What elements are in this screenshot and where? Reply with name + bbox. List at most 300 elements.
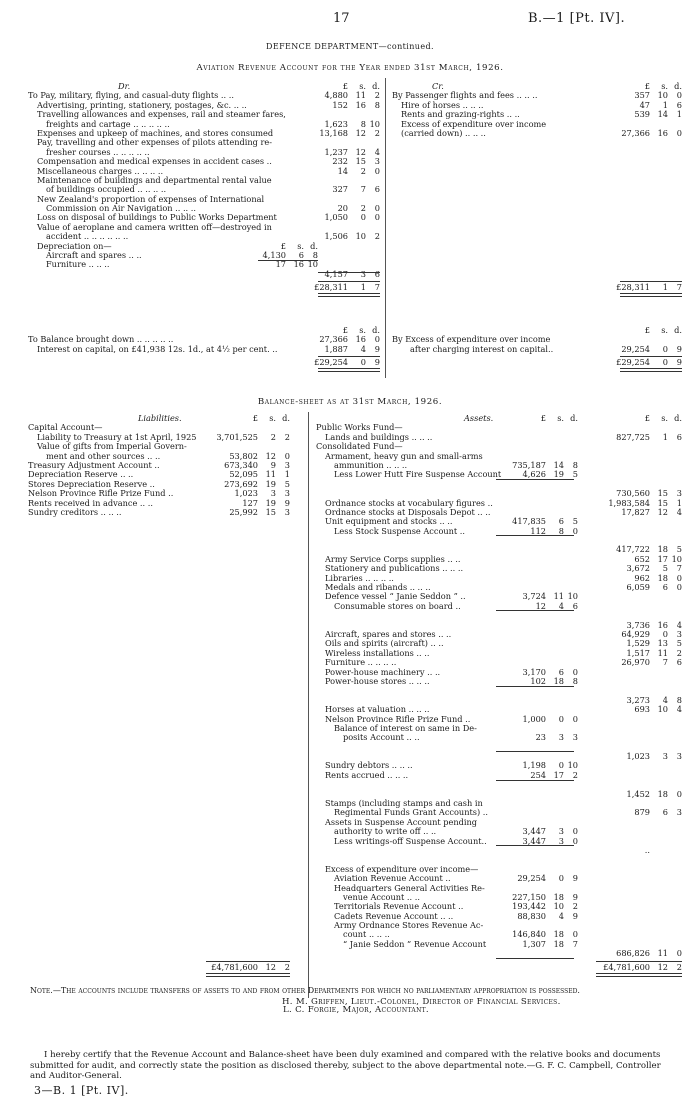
- column-label: Cr.: [432, 81, 444, 91]
- amount-shillings: 5: [662, 563, 668, 574]
- subtotal-rule: [318, 272, 380, 273]
- inner-subtotal-rule: [496, 535, 574, 536]
- amount-shillings: 15: [657, 497, 668, 508]
- inner-amount-pounds: 1,307: [522, 938, 546, 949]
- inner-amount-pence: 0: [572, 713, 578, 724]
- amount-pounds: 1,023: [626, 751, 650, 762]
- amount-pence: 0: [374, 334, 380, 345]
- header-pence: d.: [282, 413, 290, 423]
- amount-shillings: 1: [662, 431, 668, 442]
- amount-shillings: 2: [360, 165, 366, 176]
- amount-pounds: 3,701,525: [216, 431, 258, 442]
- amount-pence: 8: [676, 694, 682, 705]
- inner-amount-pounds: 3,447: [522, 826, 546, 837]
- aviation-debit-column: [28, 82, 380, 293]
- balance-credit-row: [392, 345, 682, 354]
- total-double-rule: [620, 368, 682, 372]
- amount-shillings: 9: [270, 459, 276, 470]
- row-label: Advertising, printing, stationery, postages, &c. .. ..: [37, 99, 247, 110]
- amount-pence: 4: [676, 619, 682, 630]
- inner-amount-pounds: £: [280, 240, 286, 251]
- amount-pounds: 52,095: [229, 469, 258, 480]
- inner-amount-shillings: 10: [553, 901, 564, 912]
- inner-subtotal-rule: [258, 260, 318, 261]
- amount-pounds: 127: [242, 497, 258, 508]
- amount-pounds: 3,736: [626, 619, 650, 630]
- total-double-rule: [596, 973, 682, 977]
- amount-shillings: 11: [355, 90, 366, 101]
- inner-amount-pence: 3: [572, 732, 578, 743]
- inner-amount-shillings: 8: [558, 525, 564, 536]
- inner-amount-pence: 7: [572, 938, 578, 949]
- amount-pounds: 273,692: [224, 478, 258, 489]
- row-label: Furniture .. .. .. ..: [325, 657, 397, 668]
- amount-shillings: 7: [360, 184, 366, 195]
- row-label: Treasury Adjustment Account ..: [28, 459, 160, 470]
- amount-pence: 6: [676, 99, 682, 110]
- row-label: count .. .. ..: [343, 929, 390, 940]
- header-pounds: £: [644, 413, 650, 423]
- row-label: Capital Account—: [28, 422, 103, 433]
- header-shillings: s.: [359, 325, 366, 335]
- amount-pounds: 3,672: [626, 563, 650, 574]
- inner-amount-pence: 9: [572, 910, 578, 921]
- amount-shillings: 18: [657, 572, 668, 583]
- inner-amount-pounds: 12: [535, 600, 546, 611]
- amount-pence: 9: [284, 497, 290, 508]
- amount-pounds: 1,623: [324, 118, 348, 129]
- row-label: Nelson Province Rifle Prize Fund ..: [325, 713, 471, 724]
- amount-shillings: 8: [360, 118, 366, 129]
- amount-pence: 2: [374, 90, 380, 101]
- inner-amount-pounds: 4,626: [522, 469, 546, 480]
- inner-amount-pence: 0: [572, 929, 578, 940]
- row-label: Liability to Treasury at 1st April, 1925: [37, 431, 197, 442]
- inner-amount-shillings: 3: [558, 835, 564, 846]
- row-label: Sundry debtors .. .. ..: [325, 760, 413, 771]
- amount-shillings: 1: [662, 99, 668, 110]
- amount-pounds: 20: [337, 203, 348, 214]
- row-label: Lands and buildings .. .. ..: [325, 431, 433, 442]
- inner-subtotal-rule: [496, 845, 574, 846]
- header-pounds: £: [644, 81, 650, 91]
- row-label: Commission on Air Navigation .. .. ..: [46, 203, 196, 214]
- amount-pounds: 962: [634, 572, 650, 583]
- amount-pounds: 673,340: [224, 459, 258, 470]
- row-label: To Pay, military, flying, and casual-duty flights .. ..: [28, 90, 234, 101]
- amount-shillings: 6: [662, 582, 668, 593]
- inner-amount-pounds: 735,187: [512, 459, 546, 470]
- row-label: Compensation and medical expenses in accident cases ..: [37, 156, 272, 167]
- amount-shillings: 12: [265, 450, 276, 461]
- row-label: Rents received in advance .. ..: [28, 497, 153, 508]
- aviation-balance-debit: [28, 326, 380, 368]
- inner-amount-shillings: 6: [558, 516, 564, 527]
- row-label: Balance of interest on same in De-: [334, 722, 477, 733]
- row-label: Regimental Funds Grant Accounts) ..: [334, 807, 488, 818]
- inner-amount-pounds: 23: [535, 732, 546, 743]
- total-shillings: 12: [657, 961, 668, 972]
- amount-pounds: 693: [634, 704, 650, 715]
- amount-pounds: 14: [337, 165, 348, 176]
- total-shillings: 0: [662, 357, 668, 368]
- amount-pounds: 1,023: [234, 488, 258, 499]
- header-pounds: £: [644, 325, 650, 335]
- page-number: 17: [333, 11, 350, 26]
- amount-shillings: 3: [360, 268, 366, 279]
- asset-row: [316, 846, 682, 855]
- amount-shillings: 16: [355, 99, 366, 110]
- page-footer: 3—B. 1 [Pt. IV].: [34, 1084, 129, 1097]
- amount-pounds: 417,722: [616, 544, 650, 555]
- row-label: accident .. .. .. .. .. ..: [46, 231, 129, 242]
- amount-shillings: 18: [657, 788, 668, 799]
- amount-pence: 9: [374, 343, 380, 354]
- amount-pence: 4: [676, 506, 682, 517]
- audit-certificate: I hereby certify that the Revenue Account and Balance-sheet have been duly examined and compared with the relative books and documents submitted for audit, and correctly state the position as disclosed thereby, subject to the above departmental note.—G. F. C. Campbell, Controller and Auditor-General.: [30, 1050, 661, 1081]
- header-pence: d.: [674, 81, 682, 91]
- amount-pounds: 4,880: [324, 90, 348, 101]
- amount-pounds: 1,452: [626, 788, 650, 799]
- header-pounds: £: [252, 413, 258, 423]
- amount-pence: 3: [676, 628, 682, 639]
- header-shillings: s.: [661, 81, 668, 91]
- row-label: Libraries .. .. .. ..: [325, 572, 394, 583]
- amount-pence: 6: [374, 268, 380, 279]
- total-top-rule: [206, 961, 290, 962]
- amount-shillings: 11: [657, 647, 668, 658]
- column-label: Assets.: [464, 413, 494, 423]
- amount-shillings: 16: [657, 127, 668, 138]
- total-pence: 2: [284, 962, 290, 973]
- row-label: Medals and ribands .. .. ..: [325, 582, 431, 593]
- balance-sheet-divider: [308, 412, 309, 998]
- total-double-rule: [206, 973, 290, 977]
- total-pounds: £29,254: [616, 357, 650, 368]
- header-pounds: £: [342, 81, 348, 91]
- row-label: Power-house stores .. .. ..: [325, 675, 430, 686]
- amount-pence: 7: [676, 563, 682, 574]
- amount-pence: 2: [676, 647, 682, 658]
- total-double-rule: [318, 368, 380, 372]
- row-label: Maintenance of buildings and departmental rental value: [37, 174, 272, 185]
- header-pounds: £: [342, 325, 348, 335]
- amount-pence: 2: [374, 231, 380, 242]
- amount-pence: 10: [369, 118, 380, 129]
- column-label: Liabilities.: [138, 413, 182, 423]
- amount-pence: 3: [284, 506, 290, 517]
- row-label: ammunition .. .. ..: [334, 459, 408, 470]
- header-shillings: s.: [359, 81, 366, 91]
- assets-column: [316, 414, 682, 972]
- row-label: Territorials Revenue Account ..: [334, 901, 464, 912]
- liability-row: [28, 508, 290, 517]
- inner-subtotal-rule: [496, 751, 574, 752]
- amount-pence: 3: [676, 751, 682, 762]
- row-label: Aircraft and spares .. ..: [46, 250, 142, 261]
- amount-pence: 0: [676, 582, 682, 593]
- row-label: Rents accrued .. .. ..: [325, 769, 409, 780]
- inner-amount-pence: 5: [572, 469, 578, 480]
- liabilities-total: [28, 963, 290, 972]
- total-pence: 9: [374, 357, 380, 368]
- inner-amount-shillings: 0: [558, 713, 564, 724]
- total-top-rule: [620, 281, 682, 282]
- inner-amount-pence: 2: [572, 901, 578, 912]
- amount-shillings: 11: [657, 948, 668, 959]
- amount-pence: 3: [284, 488, 290, 499]
- total-shillings: 1: [662, 282, 668, 293]
- amount-pounds: 27,366: [319, 334, 348, 345]
- row-label: To Balance brought down .. .. .. .. ..: [28, 334, 174, 345]
- row-label: Stores Depreciation Reserve ..: [28, 478, 155, 489]
- amount-shillings: 11: [265, 469, 276, 480]
- amount-pence: 1: [284, 469, 290, 480]
- amount-pence: 10: [671, 553, 682, 564]
- row-label: Value of aeroplane and camera written off—destroyed in: [37, 221, 272, 232]
- amount-shillings: 0: [360, 212, 366, 223]
- amount-pence: 6: [676, 657, 682, 668]
- total-top-rule: [596, 961, 682, 962]
- total-top-rule: [318, 281, 380, 282]
- liabilities-column: [28, 414, 290, 972]
- inner-subtotal-rule: [496, 780, 574, 781]
- amount-pence: 3: [284, 459, 290, 470]
- inner-amount-pence: 2: [572, 769, 578, 780]
- amount-pence: 3: [374, 156, 380, 167]
- row-label: Public Works Fund—: [316, 422, 403, 433]
- inner-amount-pence: 10: [567, 760, 578, 771]
- amount-pence: 4: [374, 146, 380, 157]
- row-label: Horses at valuation .. .. ..: [325, 704, 430, 715]
- row-label: venue Account .. ..: [343, 891, 420, 902]
- amount-pounds: 652: [634, 553, 650, 564]
- row-label: Depreciation Reserve .. ..: [28, 469, 134, 480]
- row-label: Assets in Suspense Account pending: [325, 816, 478, 827]
- amount-pence: 5: [284, 478, 290, 489]
- balance-debit-row: [28, 345, 380, 354]
- row-label: Less writings-off Suspense Account..: [334, 835, 487, 846]
- total-pence: 7: [676, 282, 682, 293]
- header-pence: d.: [674, 413, 682, 423]
- row-label: “ Janie Seddon ” Revenue Account: [343, 938, 487, 949]
- amount-shillings: 7: [662, 657, 668, 668]
- inner-amount-pence: 0: [572, 666, 578, 677]
- row-label: Excess of expenditure over income: [401, 118, 547, 129]
- inner-amount-pence: 0: [572, 835, 578, 846]
- inner-amount-shillings: 3: [558, 826, 564, 837]
- inner-amount-pounds: 3,724: [522, 591, 546, 602]
- inner-amount-pounds: 3,447: [522, 835, 546, 846]
- inner-amount-pence: 9: [572, 873, 578, 884]
- amount-pence: 0: [374, 212, 380, 223]
- row-label: By Passenger flights and fees .. .. ..: [392, 90, 538, 101]
- amount-pounds: 1,517: [626, 647, 650, 658]
- amount-pence: 0: [374, 165, 380, 176]
- total-pounds: £28,311: [616, 282, 650, 293]
- amount-pounds: 1,506: [324, 231, 348, 242]
- inner-amount-shillings: 16: [293, 259, 304, 270]
- amount-pounds: 730,560: [616, 488, 650, 499]
- amount-pounds: 1,887: [324, 343, 348, 354]
- row-label: Oils and spirits (aircraft) .. ..: [325, 638, 444, 649]
- row-label: ment and other sources .. ..: [46, 450, 161, 461]
- signature-director: H. M. Griffen, Lieut.-Colonel, Director of Financial Services.: [282, 997, 561, 1007]
- amount-shillings: 15: [355, 156, 366, 167]
- inner-amount-shillings: 19: [553, 469, 564, 480]
- amount-shillings: 12: [355, 146, 366, 157]
- amount-pounds: 25,992: [229, 506, 258, 517]
- amount-pence: 2: [374, 127, 380, 138]
- header-pounds: £: [540, 413, 546, 423]
- row-label: Cadets Revenue Account .. ..: [334, 910, 454, 921]
- row-label: Depreciation on—: [37, 240, 112, 251]
- inner-amount-pounds: 1,000: [522, 713, 546, 724]
- amount-pounds: 539: [634, 109, 650, 120]
- total-double-rule: [318, 293, 380, 297]
- row-label: Furniture .. .. ..: [46, 259, 110, 270]
- amount-shillings: 2: [360, 203, 366, 214]
- inner-amount-pence: 10: [567, 591, 578, 602]
- row-label: freights and cartage .. .. .. .. ..: [46, 118, 170, 129]
- amount-pounds: 26,970: [621, 657, 650, 668]
- inner-amount-pence: 6: [572, 600, 578, 611]
- amount-shillings: 0: [662, 343, 668, 354]
- inner-amount-shillings: 4: [558, 600, 564, 611]
- amount-pounds: 4,157: [324, 268, 348, 279]
- amount-pounds: 152: [332, 99, 348, 110]
- inner-amount-shillings: 3: [558, 732, 564, 743]
- row-label: Consumable stores on board ..: [334, 600, 461, 611]
- row-label: Armament, heavy gun and small-arms: [325, 450, 483, 461]
- amount-shillings: 2: [270, 431, 276, 442]
- total-top-rule: [318, 356, 380, 357]
- inner-amount-pence: 8: [572, 459, 578, 470]
- amount-shillings: 16: [657, 619, 668, 630]
- inner-amount-shillings: 14: [553, 459, 564, 470]
- department-heading: DEFENCE DEPARTMENT—continued.: [266, 42, 434, 51]
- row-label: By Excess of expenditure over income: [392, 334, 551, 345]
- amount-shillings: 17: [657, 553, 668, 564]
- row-label: Power-house machinery .. ..: [325, 666, 441, 677]
- balance-sheet-title: Balance-sheet as at 31st March, 1926.: [257, 397, 443, 407]
- row-label: Defence vessel “ Janie Seddon ” ..: [325, 591, 466, 602]
- inner-amount-pounds: 102: [530, 675, 546, 686]
- inner-amount-shillings: 0: [558, 873, 564, 884]
- row-label: Wireless installations .. ..: [325, 647, 430, 658]
- row-label: Nelson Province Rifle Prize Fund ..: [28, 488, 174, 499]
- header-pence: d.: [372, 81, 380, 91]
- total-shillings: 12: [265, 962, 276, 973]
- aviation-credit-total: [392, 283, 682, 292]
- inner-amount-pence: 8: [572, 675, 578, 686]
- header-shillings: s.: [661, 413, 668, 423]
- inner-amount-pounds: 227,150: [512, 891, 546, 902]
- amount-pence: 0: [676, 788, 682, 799]
- amount-pence: 0: [676, 127, 682, 138]
- amount-shillings: 3: [662, 751, 668, 762]
- credit-row: [392, 129, 682, 138]
- inner-subtotal-rule: [496, 958, 574, 959]
- row-label: Pay, travelling and other expenses of pilots attending re-: [37, 137, 272, 148]
- amount-pence: 1: [676, 109, 682, 120]
- assets-total: [316, 963, 682, 972]
- inner-amount-pence: 10: [307, 259, 318, 270]
- amount-shillings: 10: [657, 704, 668, 715]
- row-label: Less Stock Suspense Account ..: [334, 525, 466, 536]
- amount-pounds: 327: [332, 184, 348, 195]
- inner-amount-pence: 5: [572, 516, 578, 527]
- total-shillings: 1: [360, 282, 366, 293]
- amount-shillings: 18: [657, 544, 668, 555]
- inner-amount-pounds: 4,130: [262, 250, 286, 261]
- amount-pence: 5: [676, 638, 682, 649]
- row-label: Loss on disposal of buildings to Public Works Department: [37, 212, 277, 223]
- inner-amount-shillings: 0: [558, 760, 564, 771]
- total-pounds: £29,254: [314, 357, 348, 368]
- amount-pounds: 13,168: [319, 127, 348, 138]
- row-label: Interest on capital, on £41,938 12s. 1d., at 4½ per cent. ..: [37, 343, 278, 354]
- inner-amount-shillings: 6: [558, 666, 564, 677]
- amount-shillings: 15: [265, 506, 276, 517]
- aviation-credit-column: [392, 82, 682, 293]
- row-label: posits Account .. ..: [343, 732, 420, 743]
- row-label: Stationery and publications .. .. ..: [325, 563, 464, 574]
- amount-pence: 2: [284, 431, 290, 442]
- amount-shillings: 13: [657, 638, 668, 649]
- inner-subtotal-rule: [496, 686, 574, 687]
- row-label: authority to write off .. ..: [334, 826, 437, 837]
- amount-pence: 6: [374, 184, 380, 195]
- amount-pounds: 232: [332, 156, 348, 167]
- row-label: Aircraft, spares and stores .. ..: [325, 628, 452, 639]
- row-label: Ordnance stocks at vocabulary figures ..: [325, 497, 493, 508]
- row-label: New Zealand's proportion of expenses of International: [37, 193, 265, 204]
- total-pounds: £4,781,600: [211, 962, 258, 973]
- total-double-rule: [620, 293, 682, 297]
- row-label: Travelling allowances and expenses, rail and steamer fares,: [37, 109, 286, 120]
- amount-pence: 4: [676, 704, 682, 715]
- accounts-note: Note.—The accounts include transfers of assets to and from other Departments for which no parliamentary appropriation is possessed.: [30, 986, 580, 995]
- signature-accountant: L. C. Forgie, Major, Accountant.: [283, 1005, 429, 1015]
- amount-shillings: 12: [657, 506, 668, 517]
- row-label: Excess of expenditure over income—: [325, 863, 479, 874]
- header-pence: d.: [674, 325, 682, 335]
- amount-pence: 0: [676, 572, 682, 583]
- amount-pounds: 27,366: [621, 127, 650, 138]
- inner-amount-shillings: 18: [553, 929, 564, 940]
- amount-pounds: ..: [644, 844, 650, 855]
- balance-debit-total: [28, 358, 380, 367]
- document-reference: B.—1 [Pt. IV].: [528, 11, 626, 26]
- header-pence: d.: [372, 325, 380, 335]
- amount-pounds: 17,827: [621, 506, 650, 517]
- amount-pounds: 29,254: [621, 343, 650, 354]
- amount-pounds: 6,059: [626, 582, 650, 593]
- amount-pounds: 827,725: [616, 431, 650, 442]
- amount-pence: 0: [676, 948, 682, 959]
- amount-shillings: 15: [657, 488, 668, 499]
- amount-shillings: 10: [657, 90, 668, 101]
- amount-pounds: 1,237: [324, 146, 348, 157]
- inner-amount-pounds: 146,840: [512, 929, 546, 940]
- amount-shillings: 14: [657, 109, 668, 120]
- row-label: Value of gifts from Imperial Govern-: [37, 441, 187, 452]
- total-pence: 9: [676, 357, 682, 368]
- inner-amount-shillings: 11: [553, 591, 564, 602]
- aviation-balance-credit: [392, 326, 682, 368]
- amount-shillings: 4: [360, 343, 366, 354]
